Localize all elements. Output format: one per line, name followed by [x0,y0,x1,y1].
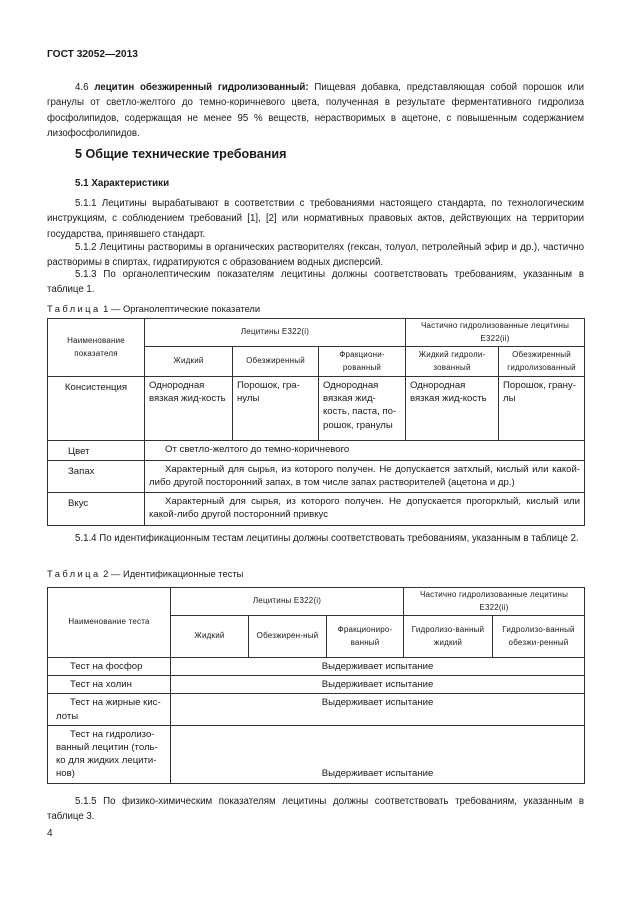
row-name: Тест на гидролизо-ванный лецитин (толь-ко для жидких лецити-нов) [48,725,171,783]
row-name: Вкус [48,492,145,525]
table-row [48,377,585,441]
paragraph-4-6 [47,80,584,141]
header-sub: Гидролизо-ванный обезжи-ренный [493,616,585,658]
header-sub: Жидкий [171,616,249,658]
table-cell-merged: Характерный для сырья, из которого получен. Не допускается прогорклый, кислый или какой-либо другой посторонний привкус [145,492,585,525]
table-cell: Однородная вязкая жид-кость, паста, по-рошок, гранулы [319,377,406,441]
table-row [48,492,585,525]
header-group-hydrolyzed: Частично гидролизованные лецитины Е322(ii) [406,319,585,347]
header-group-lecithins: Лецитины Е322(i) [145,319,406,347]
document-header: ГОСТ 32052—2013 [47,49,138,60]
table-cell-merged: Выдерживает испытание [171,658,585,676]
table-label: Таблица [47,568,101,579]
table-row [48,676,585,694]
table-organoleptic [47,318,585,526]
page-number: 4 [47,828,53,839]
row-name: Запах [48,461,145,492]
header-sub: Фракциони-рованный [319,347,406,377]
table-cell: Порошок, гра-нулы [233,377,319,441]
table-row [48,658,585,676]
paragraph-5-1-3: 5.1.3 По органолептическим показателям лецитины должны соответствовать требованиям, указанным в таблице 1. [47,269,584,296]
header-sub: Обезжирен-ный [249,616,327,658]
paragraph-5-1-1: 5.1.1 Лецитины вырабатывают в соответствии с требованиями настоящего стандарта, по технологическим инструкциям, с соблюдением требований [1], [2] или нормативных правовых актов, действующих на территории государства, принявшего стандарт. [47,198,584,240]
paragraph-5-1-5: 5.1.5 По физико-химическим показателям лецитины должны соответствовать требованиям, указанным в таблице 3. [47,796,584,823]
table-row [48,441,585,461]
row-name: Тест на холин [48,676,171,694]
row-name: Консистенция [48,377,145,441]
header-sub: Жидкий гидроли-зованный [406,347,499,377]
table-cell-merged: Характерный для сырья, из которого получен. Не допускается затхлый, кислый или какой-либо другой посторонний запах, в том числе запах растворителей (ацетона и др.) [145,461,585,492]
table1-caption [47,303,260,314]
term-definition: лецитин обезжиренный гидролизованный: [94,82,309,93]
subsection-title: 5.1 Характеристики [75,178,170,189]
row-name: Тест на фосфор [48,658,171,676]
section-title: 5 Общие технические требования [75,147,287,161]
definition-text: Пищевая добавка, представляющая собой порошок или гранулы от светло-желтого до темно-коричневого цвета, полученная в результате ферментативного гидролиза фосфолипидов, содержащая не менее 95 % веществ, нерастворимых в ацетоне, с повышенным содержанием лизофосфолипидов. [47,82,584,139]
table-identification [47,587,585,784]
header-group-lecithins: Лецитины Е322(i) [171,588,404,616]
header-indicator-name: Наименование показателя [48,319,145,377]
paragraph-5-1-2: 5.1.2 Лецитины растворимы в органических растворителях (гексан, толуол, петролейный эфир и др.), частично растворимы в спиртах, гидратируются с образованием водных дисперсий. [47,242,584,269]
table-cell: Однородная вязкая жид-кость [406,377,499,441]
table-cell-merged: Выдерживает испытание [171,694,585,725]
header-sub: Гидролизо-ванный жидкий [404,616,493,658]
caption-text: 2 — Идентификационные тесты [100,568,244,579]
paragraph-5-1-4: 5.1.4 По идентификационным тестам лецитины должны соответствовать требованиям, указанным в таблице 2. [75,533,579,544]
table-row [48,461,585,492]
table-row [48,694,585,725]
table-cell-merged: Выдерживает испытание [171,725,585,783]
table-label: Таблица [47,303,101,314]
table-row [48,725,585,783]
caption-text: 1 — Органолептические показатели [100,303,261,314]
header-sub: Жидкий [145,347,233,377]
header-sub: Обезжиренный гидролизованный [499,347,585,377]
row-name: Тест на жирные кис-лоты [48,694,171,725]
row-name: Цвет [48,441,145,461]
table-cell-merged: Выдерживает испытание [171,676,585,694]
table-cell: Порошок, грану-лы [499,377,585,441]
header-group-hydrolyzed: Частично гидролизованные лецитины Е322(ii) [404,588,585,616]
header-test-name: Наименование теста [48,588,171,658]
table-cell-merged: От светло-желтого до темно-коричневого [145,441,585,461]
paragraph-number: 4.6 [75,82,95,93]
table-cell: Однородная вязкая жид-кость [145,377,233,441]
header-sub: Фракциониро-ванный [327,616,404,658]
table2-caption [47,568,243,579]
header-sub: Обезжиренный [233,347,319,377]
